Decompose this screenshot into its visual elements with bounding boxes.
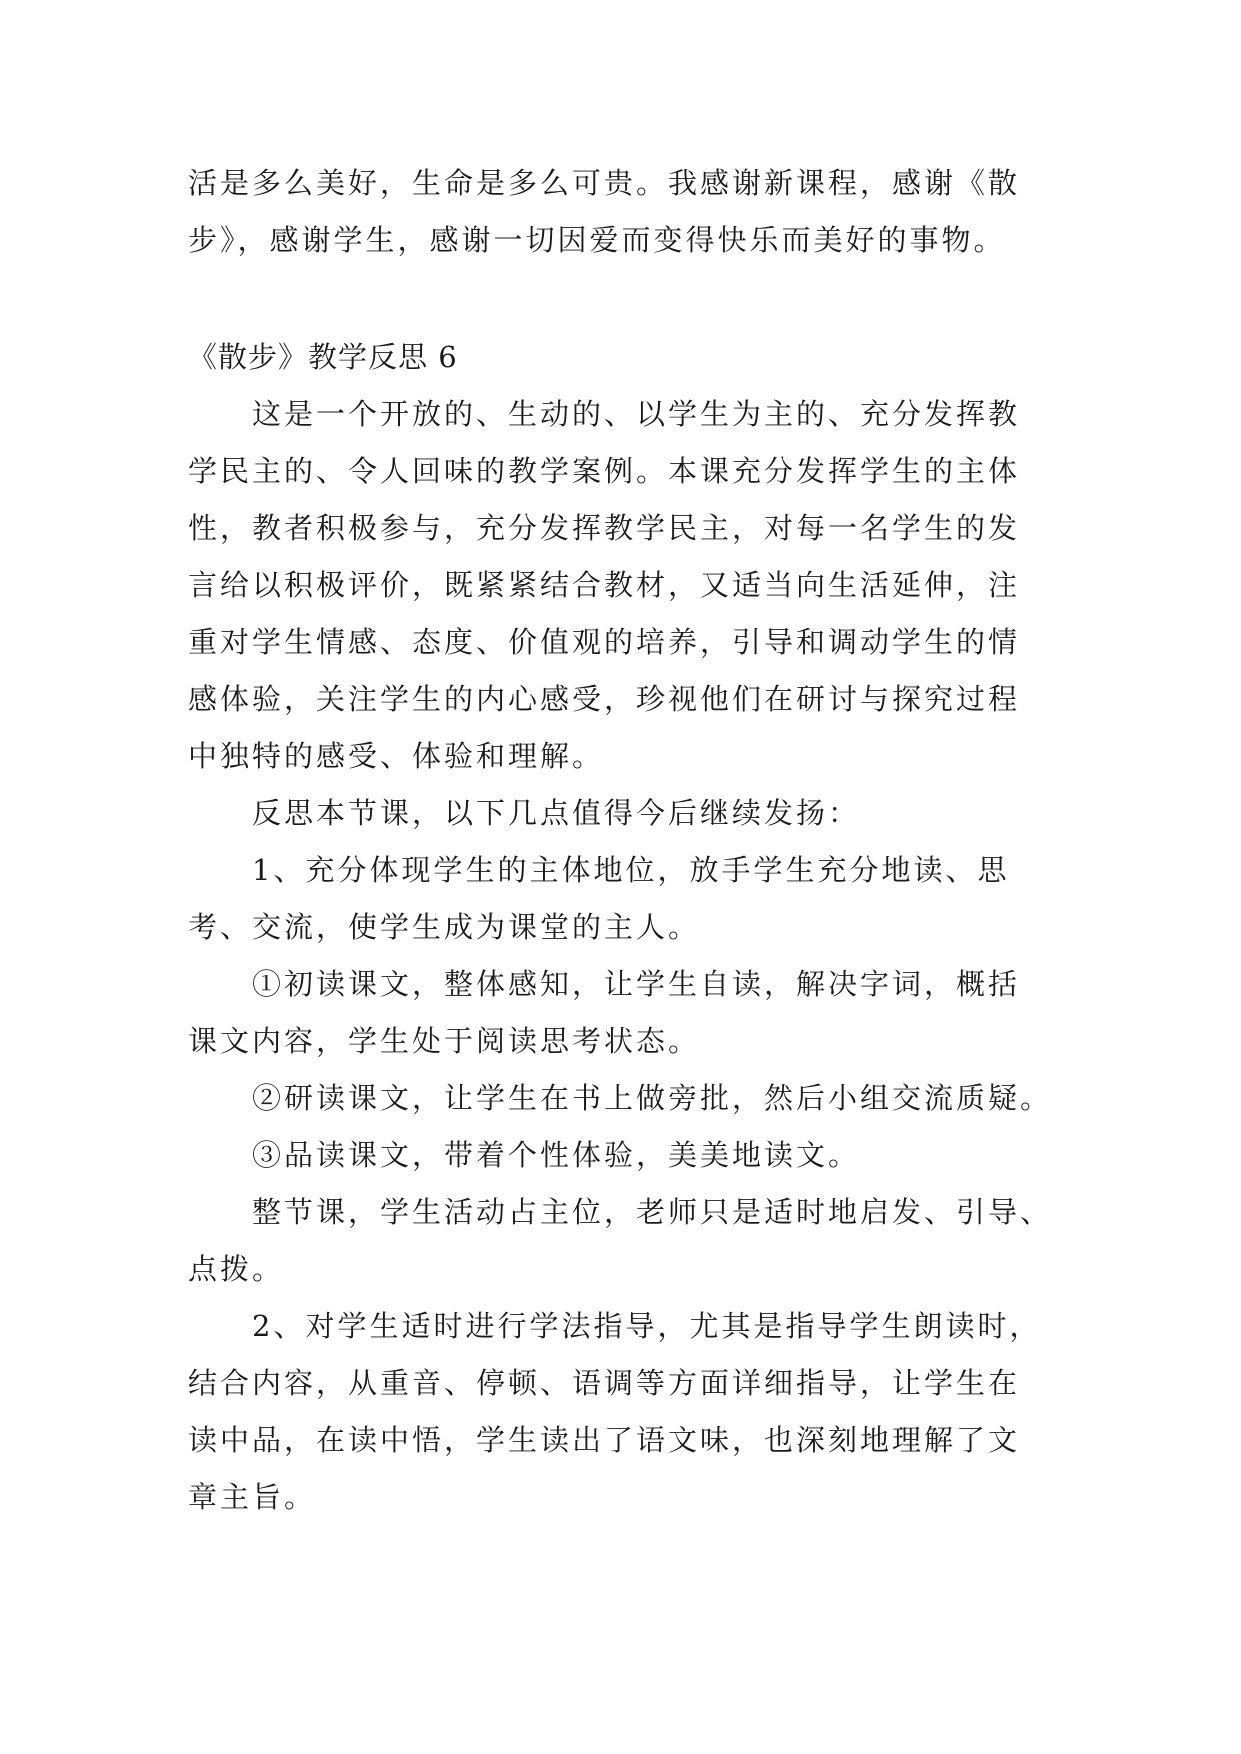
sub-item-1: ①初读课文，整体感知，让学生自读，解决字词，概括 <box>252 967 1021 1001</box>
paragraph-line: 性，教者积极参与，充分发挥教学民主，对每一名学生的发 <box>188 511 1021 545</box>
paragraph-line: 中独特的感受、体验和理解。 <box>188 739 605 773</box>
sub-item-2: ②研读课文，让学生在书上做旁批，然后小组交流质疑。 <box>252 1081 1053 1115</box>
paragraph-line: 感体验，关注学生的内心感受，珍视他们在研讨与探究过程 <box>188 682 1021 716</box>
paragraph-line: 学民主的、令人回味的教学案例。本课充分发挥学生的主体 <box>188 454 1021 488</box>
paragraph-line: 整节课，学生活动占主位，老师只是适时地启发、引导、 <box>252 1195 1053 1229</box>
section-heading: 《散步》教学反思 6 <box>188 340 458 374</box>
list-item-1: 1、充分体现学生的主体地位，放手学生充分地读、思 <box>252 853 1010 887</box>
paragraph-line: 言给以积极评价，既紧紧结合教材，又适当向生活延伸，注 <box>188 568 1021 602</box>
paragraph-line: 这是一个开放的、生动的、以学生为主的、充分发挥教 <box>252 397 1021 431</box>
sub-item-3: ③品读课文，带着个性体验，美美地读文。 <box>252 1138 861 1172</box>
paragraph-line: 读中品，在读中悟，学生读出了语文味，也深刻地理解了文 <box>188 1423 1021 1457</box>
paragraph-line: 结合内容，从重音、停顿、语调等方面详细指导，让学生在 <box>188 1366 1021 1400</box>
paragraph-line: 重对学生情感、态度、价值观的培养，引导和调动学生的情 <box>188 625 1021 659</box>
paragraph-line: 课文内容，学生处于阅读思考状态。 <box>188 1024 701 1058</box>
list-item-2: 2、对学生适时进行学法指导，尤其是指导学生朗读时， <box>252 1309 1042 1343</box>
paragraph-line: 点拨。 <box>188 1252 285 1286</box>
paragraph-line: 步》，感谢学生，感谢一切因爱而变得快乐而美好的事物。 <box>188 223 1006 257</box>
paragraph-line: 章主旨。 <box>188 1480 317 1514</box>
paragraph-line: 反思本节课，以下几点值得今后继续发扬： <box>252 796 861 830</box>
paragraph-line: 考、交流，使学生成为课堂的主人。 <box>188 910 701 944</box>
paragraph-line: 活是多么美好，生命是多么可贵。我感谢新课程，感谢《散 <box>188 166 1021 200</box>
